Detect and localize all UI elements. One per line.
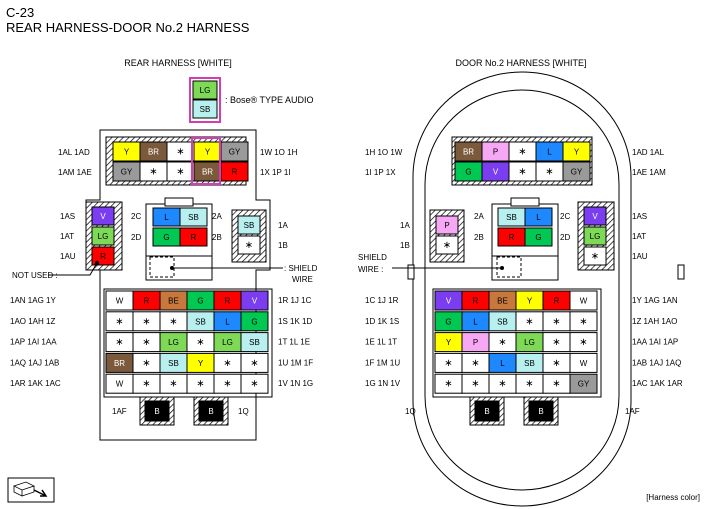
bose-cell-1-label: SB (199, 105, 211, 114)
connector-view-icon (14, 482, 34, 496)
door-top-r1-4-label: Y (573, 147, 580, 157)
bose-cell-0-label: LG (199, 86, 211, 95)
door-grid-r2-1-label: P (472, 338, 479, 348)
rear-center-top-0-label: L (164, 213, 169, 222)
door-grid-r2-2-label: ∗ (498, 337, 507, 349)
door-grid-r1-3-label: ∗ (525, 316, 534, 328)
door-top-r2-2-label: ∗ (518, 166, 527, 178)
rear-small-0-label: V (100, 212, 106, 221)
rear-small-2-label: R (100, 252, 106, 261)
rear-grid-r1-4-label: L (225, 317, 230, 327)
rear-grid-left-2: 1AP 1AI 1AA (10, 337, 57, 347)
door-right-label-0: 1AS (632, 212, 648, 221)
rear-grid-r4-1-label: ∗ (142, 378, 151, 390)
rear-left-r2: 1AM 1AE (58, 168, 92, 177)
rear-top-r1-4-label: GY (228, 147, 241, 157)
rear-top-r2-3-label: BR (201, 167, 214, 177)
harness-color-note: [Harness color] (646, 493, 700, 502)
rear-bottom-b-1-label: B (208, 407, 214, 416)
door-grid-left-4: 1G 1N 1V (365, 379, 401, 389)
rear-right-r2: 1X 1P 1I (260, 168, 291, 177)
rear-grid-r3-5-label: ∗ (250, 357, 259, 369)
door-cl-2: 2B (474, 233, 484, 242)
rear-grid-r1-0-label: ∗ (115, 316, 124, 328)
rear-center-bot-1-label: R (190, 233, 197, 242)
rear-grid-r2-2-label: LG (168, 338, 179, 348)
rear-grid-r0-2-label: BE (168, 296, 179, 306)
door-right-0-label: V (592, 212, 598, 221)
rear-top-r1-0-label: Y (123, 147, 130, 157)
door-grid-r0-1-label: R (472, 296, 479, 306)
rear-grid-left-4: 1AR 1AK 1AC (10, 379, 61, 389)
rear-grid-r3-2-label: SB (168, 358, 179, 368)
rear-small-label-1: 1AT (60, 232, 75, 241)
rear-small-label-2: 1AU (60, 252, 76, 261)
door-grid-r1-0-label: G (445, 317, 452, 327)
door-grid-right-4: 1AC 1AK 1AR (632, 379, 683, 389)
rear-small-label-0: 1AS (60, 212, 76, 221)
rear-bottom-left: 1AF (112, 407, 127, 416)
rear-grid-r2-0-label: ∗ (115, 337, 124, 349)
door-grid-r3-3-label: SB (524, 358, 535, 368)
rear-grid-right-1: 1S 1K 1D (278, 316, 313, 326)
door-grid-r4-5-label: GY (577, 379, 590, 389)
rear-grid-r2-3-label: ∗ (196, 337, 205, 349)
rear-grid-r0-5-label: V (251, 296, 258, 306)
rear-right-label-0: 1A (278, 221, 288, 230)
door-grid-r0-4-label: R (553, 296, 560, 306)
rear-title: REAR HARNESS [WHITE] (124, 58, 232, 68)
rear-cl-0: 2C (131, 212, 142, 221)
rear-grid-r1-3-label: SB (195, 317, 206, 327)
rear-grid-r4-3-label: ∗ (196, 378, 205, 390)
rear-grid-r1-1-label: ∗ (142, 316, 151, 328)
rear-grid-right-0: 1R 1J 1C (278, 296, 312, 305)
door-center-bot-0-label: R (508, 233, 515, 242)
door-grid-r0-2-label: BE (497, 296, 508, 306)
door-grid-right-3: 1AB 1AJ 1AQ (632, 358, 682, 368)
rear-center-top-1-label: SB (188, 213, 199, 222)
rear-grid-r0-0-label: W (115, 296, 124, 306)
door-grid-left-2: 1E 1L 1T (365, 337, 398, 347)
door-side-tab-right (678, 265, 684, 279)
door-cl-3: 2D (560, 233, 571, 242)
rear-grid-r4-2-label: ∗ (169, 378, 178, 390)
door-top-r1-1-label: P (492, 147, 499, 157)
door-grid-r0-5-label: W (579, 296, 588, 306)
door-top-r1-3-label: L (547, 147, 552, 157)
rear-cl-3: 2B (212, 233, 222, 242)
rear-top-r2-0-label: GY (120, 167, 133, 177)
door-small-label-1: 1B (400, 241, 410, 250)
door-grid-right-0: 1Y 1AG 1AN (632, 296, 678, 305)
door-center-top-0-label: SB (506, 213, 517, 222)
door-small-1-label: ∗ (442, 240, 452, 251)
door-grid-r4-4-label: ∗ (552, 378, 561, 390)
door-grid-r2-4-label: ∗ (552, 337, 561, 349)
connector-code: C-23 (6, 5, 35, 20)
door-left-r1: 1H 1O 1W (365, 148, 403, 157)
rear-top-r2-1-label: ∗ (149, 166, 158, 178)
door-grid-r1-2-label: SB (497, 317, 508, 327)
door-grid-r4-1-label: ∗ (471, 378, 480, 390)
door-grid-right-2: 1AA 1AI 1AP (632, 337, 679, 347)
door-shield-label2: WIRE : (358, 265, 384, 274)
door-top-r1-2-label: ∗ (518, 146, 527, 158)
door-bottom-b-0-label: B (484, 407, 490, 416)
door-bottom-left: 1Q (405, 407, 416, 416)
door-grid-r3-4-label: ∗ (552, 357, 561, 369)
rear-grid-left-3: 1AQ 1AJ 1AB (10, 358, 60, 368)
rear-grid-r3-3-label: Y (197, 358, 204, 368)
rear-grid-r3-4-label: ∗ (223, 357, 232, 369)
door-grid-r0-0-label: V (445, 296, 452, 306)
rear-shield-label: : SHIELD (284, 264, 318, 273)
door-grid-r3-0-label: ∗ (444, 357, 453, 369)
rear-grid-r3-0-label: BR (113, 358, 126, 368)
rear-cl-1: 2A (212, 212, 222, 221)
door-bottom-b-1-label: B (538, 407, 544, 416)
rear-grid-r4-0-label: W (115, 379, 124, 389)
door-center-tab (511, 198, 539, 206)
door-grid-r2-3-label: LG (524, 338, 535, 348)
door-grid-right-1: 1Z 1AH 1AO (632, 316, 678, 326)
rear-right-label-1: 1B (278, 241, 288, 250)
rear-grid-r0-3-label: G (197, 296, 204, 306)
rear-grid-r2-4-label: LG (222, 338, 233, 348)
rear-grid-r0-1-label: R (143, 296, 150, 306)
door-side-tab-left (408, 265, 414, 279)
rear-grid-r4-4-label: ∗ (223, 378, 232, 390)
door-grid-r4-3-label: ∗ (525, 378, 534, 390)
door-grid-left-0: 1C 1J 1R (365, 296, 399, 305)
door-left-r2: 1I 1P 1X (365, 168, 396, 177)
door-title: DOOR No.2 HARNESS [WHITE] (455, 58, 587, 68)
door-grid-r0-3-label: Y (526, 296, 533, 306)
page-title: REAR HARNESS-DOOR No.2 HARNESS (6, 20, 250, 35)
door-grid-r1-1-label: L (473, 317, 478, 327)
rear-grid-right-2: 1T 1L 1E (278, 337, 311, 347)
rear-right-0-label: SB (243, 221, 255, 230)
door-grid-r3-1-label: ∗ (471, 357, 480, 369)
door-top-r2-4-label: GY (570, 167, 583, 177)
door-right-label-1: 1AT (632, 232, 647, 241)
rear-top-r1-2-label: ∗ (176, 146, 185, 158)
door-shield-label: SHIELD (358, 253, 387, 262)
rear-right-r1: 1W 1O 1H (260, 148, 298, 157)
door-grid-r4-0-label: ∗ (444, 378, 453, 390)
door-right-r1: 1AD 1AL (632, 148, 665, 157)
door-cl-1: 2C (560, 212, 571, 221)
door-grid-r1-4-label: ∗ (552, 316, 561, 328)
rear-grid-right-3: 1U 1M 1F (278, 358, 314, 368)
door-bottom-right: 1AF (625, 407, 640, 416)
rear-top-r2-2-label: ∗ (176, 166, 185, 178)
rear-grid-r2-5-label: SB (249, 338, 260, 348)
rear-top-r1-1-label: BR (147, 147, 160, 157)
door-grid-r3-2-label: L (500, 358, 505, 368)
door-top-r2-3-label: ∗ (545, 166, 554, 178)
door-cl-0: 2A (474, 212, 484, 221)
door-center-top-1-label: L (536, 213, 541, 222)
rear-grid-r4-5-label: ∗ (250, 378, 259, 390)
rear-grid-r2-1-label: ∗ (142, 337, 151, 349)
door-grid-r3-5-label: W (579, 358, 588, 368)
arrow-icon (34, 490, 46, 496)
bose-label: : Bose® TYPE AUDIO (225, 95, 314, 105)
door-small-0-label: P (444, 221, 450, 230)
rear-grid-r0-4-label: R (224, 296, 231, 306)
rear-bottom-b-0-label: B (154, 407, 160, 416)
rear-grid-r3-1-label: ∗ (142, 357, 151, 369)
door-grid-r1-5-label: ∗ (579, 316, 588, 328)
door-right-label-2: 1AU (632, 252, 648, 261)
door-grid-r2-5-label: ∗ (579, 337, 588, 349)
door-top-r2-0-label: G (465, 167, 472, 177)
door-grid-r2-0-label: Y (445, 338, 452, 348)
rear-cl-2: 2D (131, 233, 142, 242)
door-right-r2: 1AE 1AM (632, 168, 666, 177)
rear-top-r2-4-label: R (231, 167, 238, 177)
rear-grid-right-4: 1V 1N 1G (278, 379, 314, 389)
not-used-label: NOT USED : (12, 271, 58, 280)
door-grid-left-1: 1D 1K 1S (365, 316, 400, 326)
door-top-r1-0-label: BR (462, 147, 475, 157)
rear-small-1-label: LG (97, 232, 109, 241)
door-top-r2-1-label: V (492, 167, 499, 177)
door-grid-r4-2-label: ∗ (498, 378, 507, 390)
rear-shield-label2: WIRE (292, 275, 313, 284)
door-right-2-label: ∗ (590, 251, 600, 262)
rear-grid-r1-5-label: G (251, 317, 258, 327)
rear-center-tab (165, 198, 193, 206)
door-right-1-label: LG (589, 232, 601, 241)
rear-left-r1: 1AL 1AD (58, 148, 90, 157)
door-small-label-0: 1A (400, 221, 410, 230)
door-center-bot-1-label: G (535, 233, 542, 242)
rear-bottom-right: 1Q (238, 407, 249, 416)
rear-top-r1-3-label: Y (204, 147, 211, 157)
rear-grid-left-0: 1AN 1AG 1Y (10, 296, 56, 305)
rear-center-bot-0-label: G (163, 233, 170, 242)
rear-grid-r1-2-label: ∗ (169, 316, 178, 328)
rear-right-1-label: ∗ (244, 240, 254, 251)
rear-grid-left-1: 1AO 1AH 1Z (10, 316, 56, 326)
door-grid-left-3: 1F 1M 1U (365, 358, 401, 368)
